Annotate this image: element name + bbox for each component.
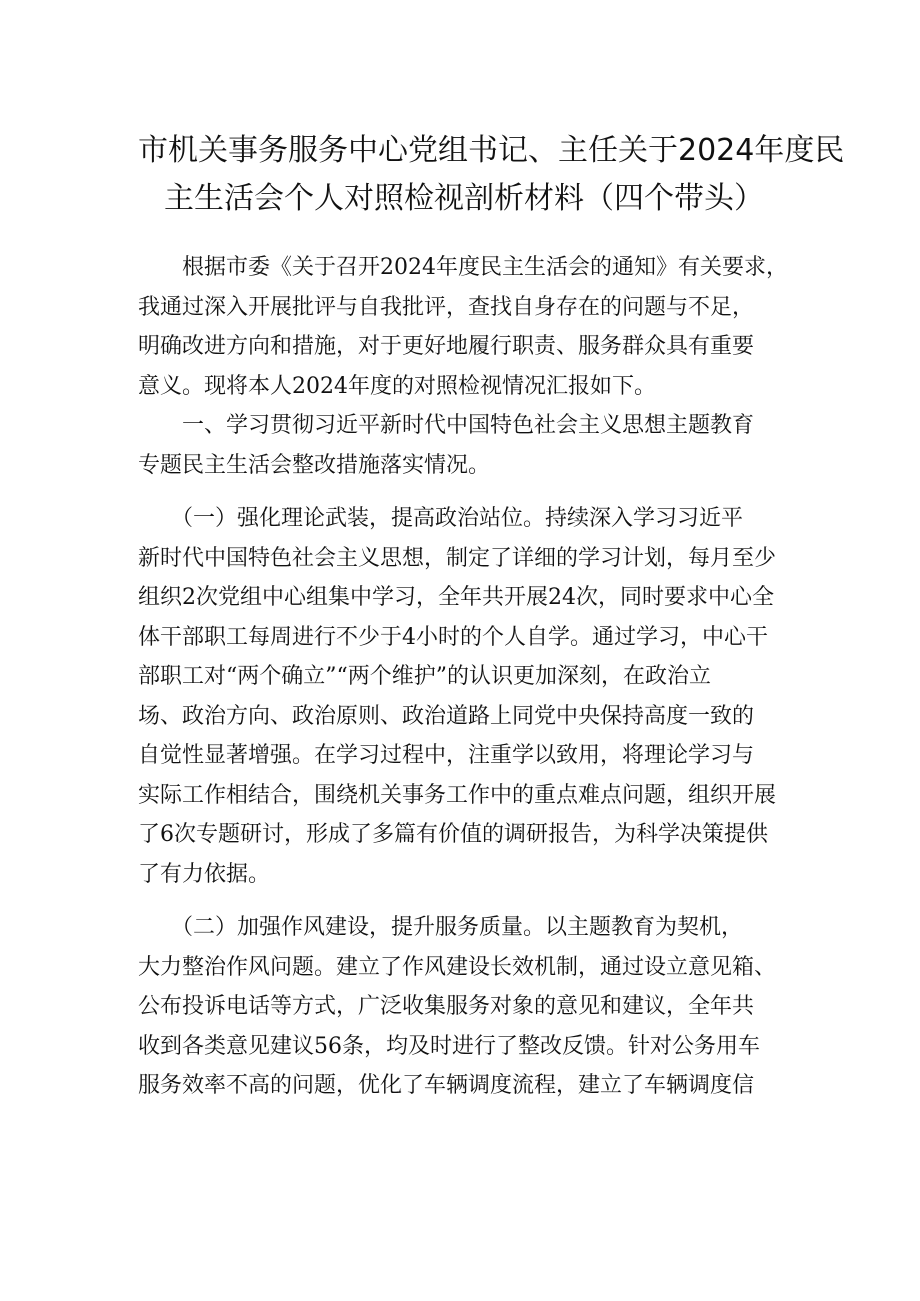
text-line: 收到各类意见建议56条，均及时进行了整改反馈。针对公务用车 — [138, 1033, 760, 1059]
text-line: 意义。现将本人2024年度的对照检视情况汇报如下。 — [138, 373, 656, 399]
paragraph-theory — [138, 499, 798, 894]
text-line: 根据市委《关于召开2024年度民主生活会的通知》有关要求， — [138, 255, 788, 280]
text-line: 一、学习贯彻习近平新时代中国特色社会主义思想主题教育 — [138, 413, 755, 438]
text-line: 服务效率不高的问题，优化了车辆调度流程，建立了车辆调度信 — [138, 1073, 755, 1098]
text-line: 新时代中国特色社会主义思想，制定了详细的学习计划，每月至少 — [138, 545, 777, 571]
text-line: 自觉性显著增强。在学习过程中，注重学以致用，将理论学习与 — [138, 743, 755, 768]
text-line: 公布投诉电话等方式，广泛收集服务对象的意见和建议，全年共 — [138, 994, 755, 1019]
text-line: （二）加强作风建设，提升服务质量。以主题教育为契机， — [138, 915, 744, 940]
text-line: （一）强化理论武装，提高政治站位。持续深入学习习近平 — [138, 506, 744, 531]
text-line: 了有力依据。 — [138, 861, 271, 887]
document-body — [138, 248, 798, 1106]
text-line: 体干部职工每周进行不少于4小时的个人自学。通过学习，中心干 — [138, 624, 768, 650]
section-heading-1 — [138, 406, 798, 485]
text-line: 我通过深入开展批评与自我批评，查找自身存在的问题与不足， — [138, 294, 755, 320]
text-line: 专题民主生活会整改措施落实情况。 — [138, 452, 491, 478]
title-line-2: 主生活会个人对照检视剖析材料（四个带头） — [164, 181, 764, 216]
paragraph-style — [138, 908, 798, 1106]
text-line: 场、政治方向、政治原则、政治道路上同党中央保持高度一致的 — [138, 703, 755, 729]
text-line: 组织2次党组中心组集中学习，全年共开展24次，同时要求中心全 — [138, 585, 774, 610]
text-line: 明确改进方向和措施，对于更好地履行职责、服务群众具有重要 — [138, 334, 755, 359]
document-title — [100, 128, 845, 222]
text-line: 大力整治作风问题。建立了作风建设长效机制，通过设立意见箱、 — [138, 954, 777, 980]
title-line-1: 市机关事务服务中心党组书记、主任关于2024年度民 — [138, 133, 845, 168]
paragraph-intro — [138, 248, 798, 406]
text-line: 了6次专题研讨，形成了多篇有价值的调研报告，为科学决策提供 — [138, 822, 768, 847]
text-line: 部职工对“两个确立”“两个维护”的认识更加深刻，在政治立 — [138, 664, 711, 689]
text-line: 实际工作相结合，围绕机关事务工作中的重点难点问题，组织开展 — [138, 782, 777, 808]
